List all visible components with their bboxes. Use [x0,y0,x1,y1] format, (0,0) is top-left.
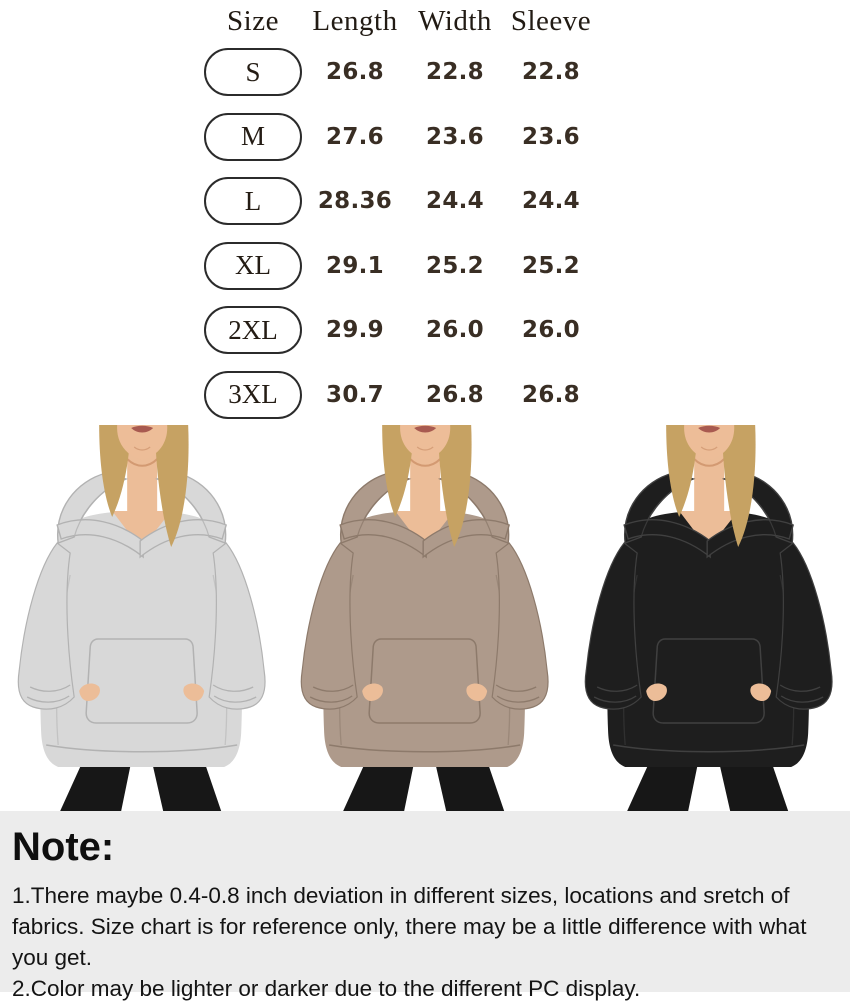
sleeve-value: 26.0 [522,317,580,344]
hoodie-sleeve-left [585,543,641,709]
size-pill [204,113,302,161]
product-photo-light-grey-hoodie [0,425,283,811]
sleeve-value: 23.6 [522,123,580,150]
width-value: 26.0 [426,317,484,344]
leggings [343,767,504,811]
kangaroo-pocket [86,639,197,723]
size-pill [204,242,302,290]
width-value: 22.8 [426,59,484,86]
hoodie-sleeve-left [302,543,358,709]
hoodie-sleeve-right [776,543,832,709]
table-row [203,105,850,170]
product-photo-khaki-hoodie [283,425,566,811]
sleeve-value: 24.4 [522,188,580,215]
width-value: 24.4 [426,188,484,215]
sleeve-value: 26.8 [522,381,580,408]
length-value: 28.36 [317,188,393,215]
width-value: 26.8 [426,381,484,408]
table-row [203,40,850,105]
leggings [627,767,788,811]
hoodie-sleeve-right [492,543,548,709]
size-label: S [245,56,261,87]
sleeve-value: 25.2 [522,252,580,279]
header-width: Width [418,4,492,37]
product-photos [0,425,850,811]
length-value: 27.6 [326,123,384,150]
product-photo-black-hoodie [567,425,850,811]
length-value: 30.7 [326,381,384,408]
hoodie-sleeve-left [18,543,74,709]
length-value: 29.9 [326,317,384,344]
header-sleeve: Sleeve [510,4,592,37]
size-pill [204,371,302,419]
length-value: 29.1 [326,252,384,279]
hoodie-graphic [302,473,549,767]
size-label: 2XL [228,314,278,345]
table-row [203,169,850,234]
width-value: 25.2 [426,252,484,279]
table-row [203,298,850,363]
note-item: 2.Color may be lighter or darker due to the different PC display. [12,976,641,1001]
hoodie-sleeve-right [209,543,265,709]
hoodie-graphic [585,473,832,767]
header-length: Length [312,4,398,37]
size-table-header [203,2,850,40]
leggings [60,767,221,811]
size-table [0,0,850,425]
kangaroo-pocket [653,639,764,723]
length-value: 26.8 [326,59,384,86]
width-value: 23.6 [426,123,484,150]
table-row [203,234,850,299]
size-pill [204,306,302,354]
size-label: XL [235,250,271,281]
header-size: Size [227,4,279,37]
size-label: 3XL [228,379,278,410]
note-title: Note: [12,825,115,869]
size-pill [204,177,302,225]
kangaroo-pocket [369,639,480,723]
table-row [203,363,850,428]
size-label: L [244,185,262,216]
note-item: 1.There maybe 0.4-0.8 inch deviation in different sizes, locations and sretch of fabrics. Size chart is for reference only, there may be a little difference with what you get. [12,883,807,970]
note-section [0,811,850,1001]
size-pill [204,48,302,96]
size-label: M [240,121,265,152]
sleeve-value: 22.8 [522,59,580,86]
hoodie-graphic [18,473,265,767]
